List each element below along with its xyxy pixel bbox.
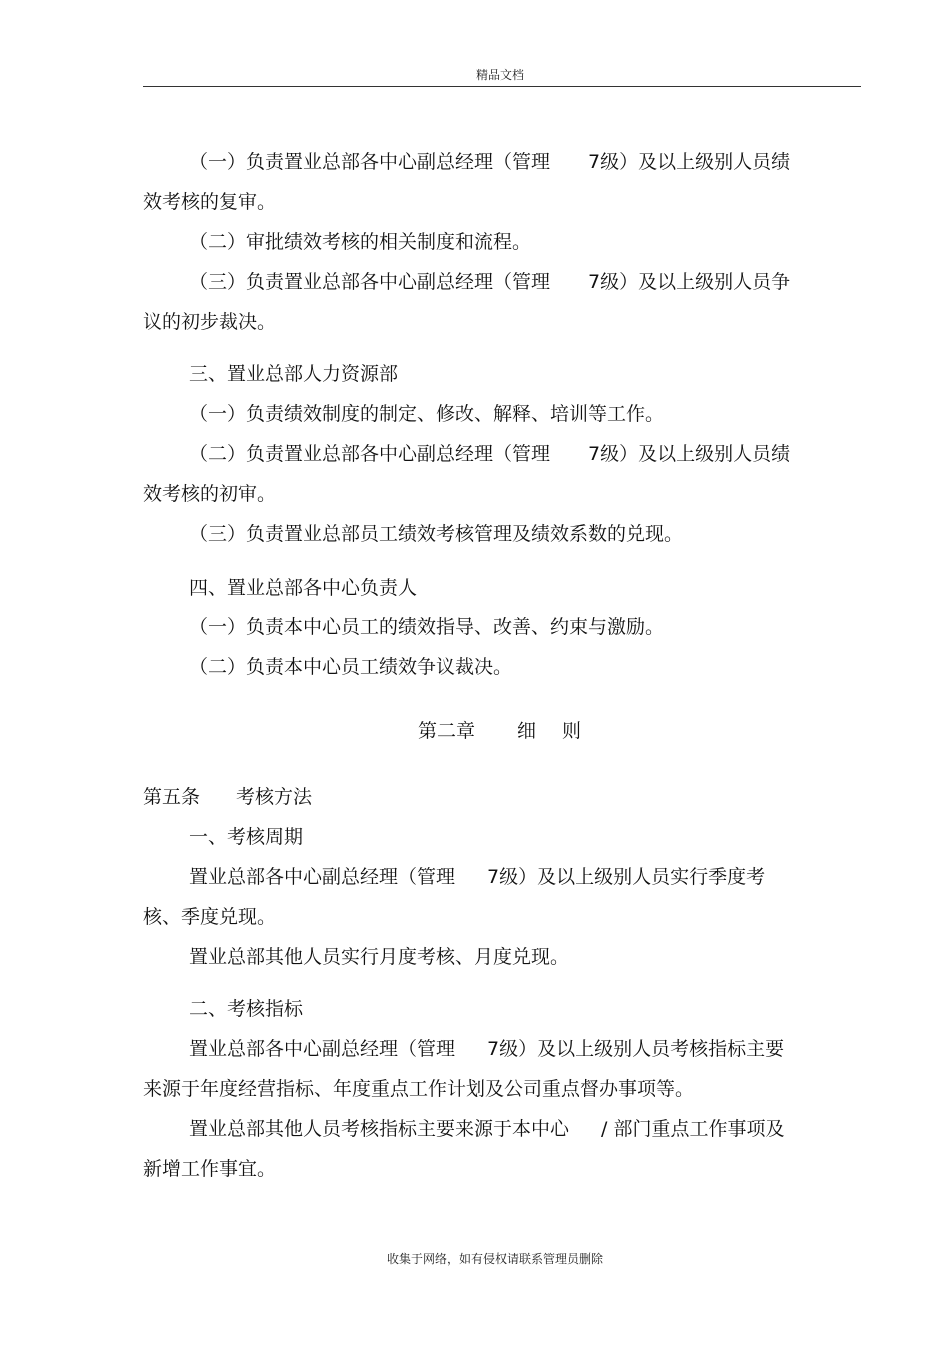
text-line: 议的初步裁决。: [143, 311, 277, 333]
text-line: 置业总部其他人员考核指标主要来源于本中心 / 部门重点工作事项及: [189, 1118, 785, 1140]
section-heading: 二、考核指标: [189, 998, 304, 1020]
text-line: （二）负责置业总部各中心副总经理（管理 7级）及以上级别人员绩: [189, 443, 791, 465]
article-heading: 第五条 考核方法: [143, 786, 313, 808]
text-line: （三）负责置业总部员工绩效考核管理及绩效系数的兑现。: [189, 523, 684, 545]
text-line: （一）负责绩效制度的制定、修改、解释、培训等工作。: [189, 403, 665, 425]
text-line: （一）负责置业总部各中心副总经理（管理 7级）及以上级别人员绩: [189, 151, 791, 173]
text-line: 效考核的复审。: [143, 191, 277, 213]
text-line: 置业总部各中心副总经理（管理 7级）及以上级别人员考核指标主要: [189, 1038, 785, 1060]
text-line: 置业总部各中心副总经理（管理 7级）及以上级别人员实行季度考: [189, 866, 766, 888]
page-footer: 收集于网络，如有侵权请联系管理员删除: [386, 1252, 603, 1266]
section-heading: 一、考核周期: [189, 826, 304, 848]
chapter-title: 第二章 细 则: [418, 720, 582, 742]
text-line: 来源于年度经营指标、年度重点工作计划及公司重点督办事项等。: [143, 1078, 695, 1100]
text-line: 置业总部其他人员实行月度考核、月度兑现。: [189, 946, 570, 968]
text-line: （二）负责本中心员工绩效争议裁决。: [189, 656, 513, 678]
text-line: 新增工作事宜。: [143, 1158, 277, 1180]
section-heading: 四、置业总部各中心负责人: [189, 577, 418, 599]
text-line: （三）负责置业总部各中心副总经理（管理 7级）及以上级别人员争: [189, 271, 791, 293]
text-line: （一）负责本中心员工的绩效指导、改善、约束与激励。: [189, 616, 665, 638]
text-line: （二）审批绩效考核的相关制度和流程。: [189, 231, 532, 253]
header-rule: [143, 86, 861, 87]
text-line: 核、季度兑现。: [143, 906, 277, 928]
text-line: 效考核的初审。: [143, 483, 277, 505]
header-text: 精品文档: [475, 68, 524, 82]
section-heading: 三、置业总部人力资源部: [189, 363, 399, 385]
